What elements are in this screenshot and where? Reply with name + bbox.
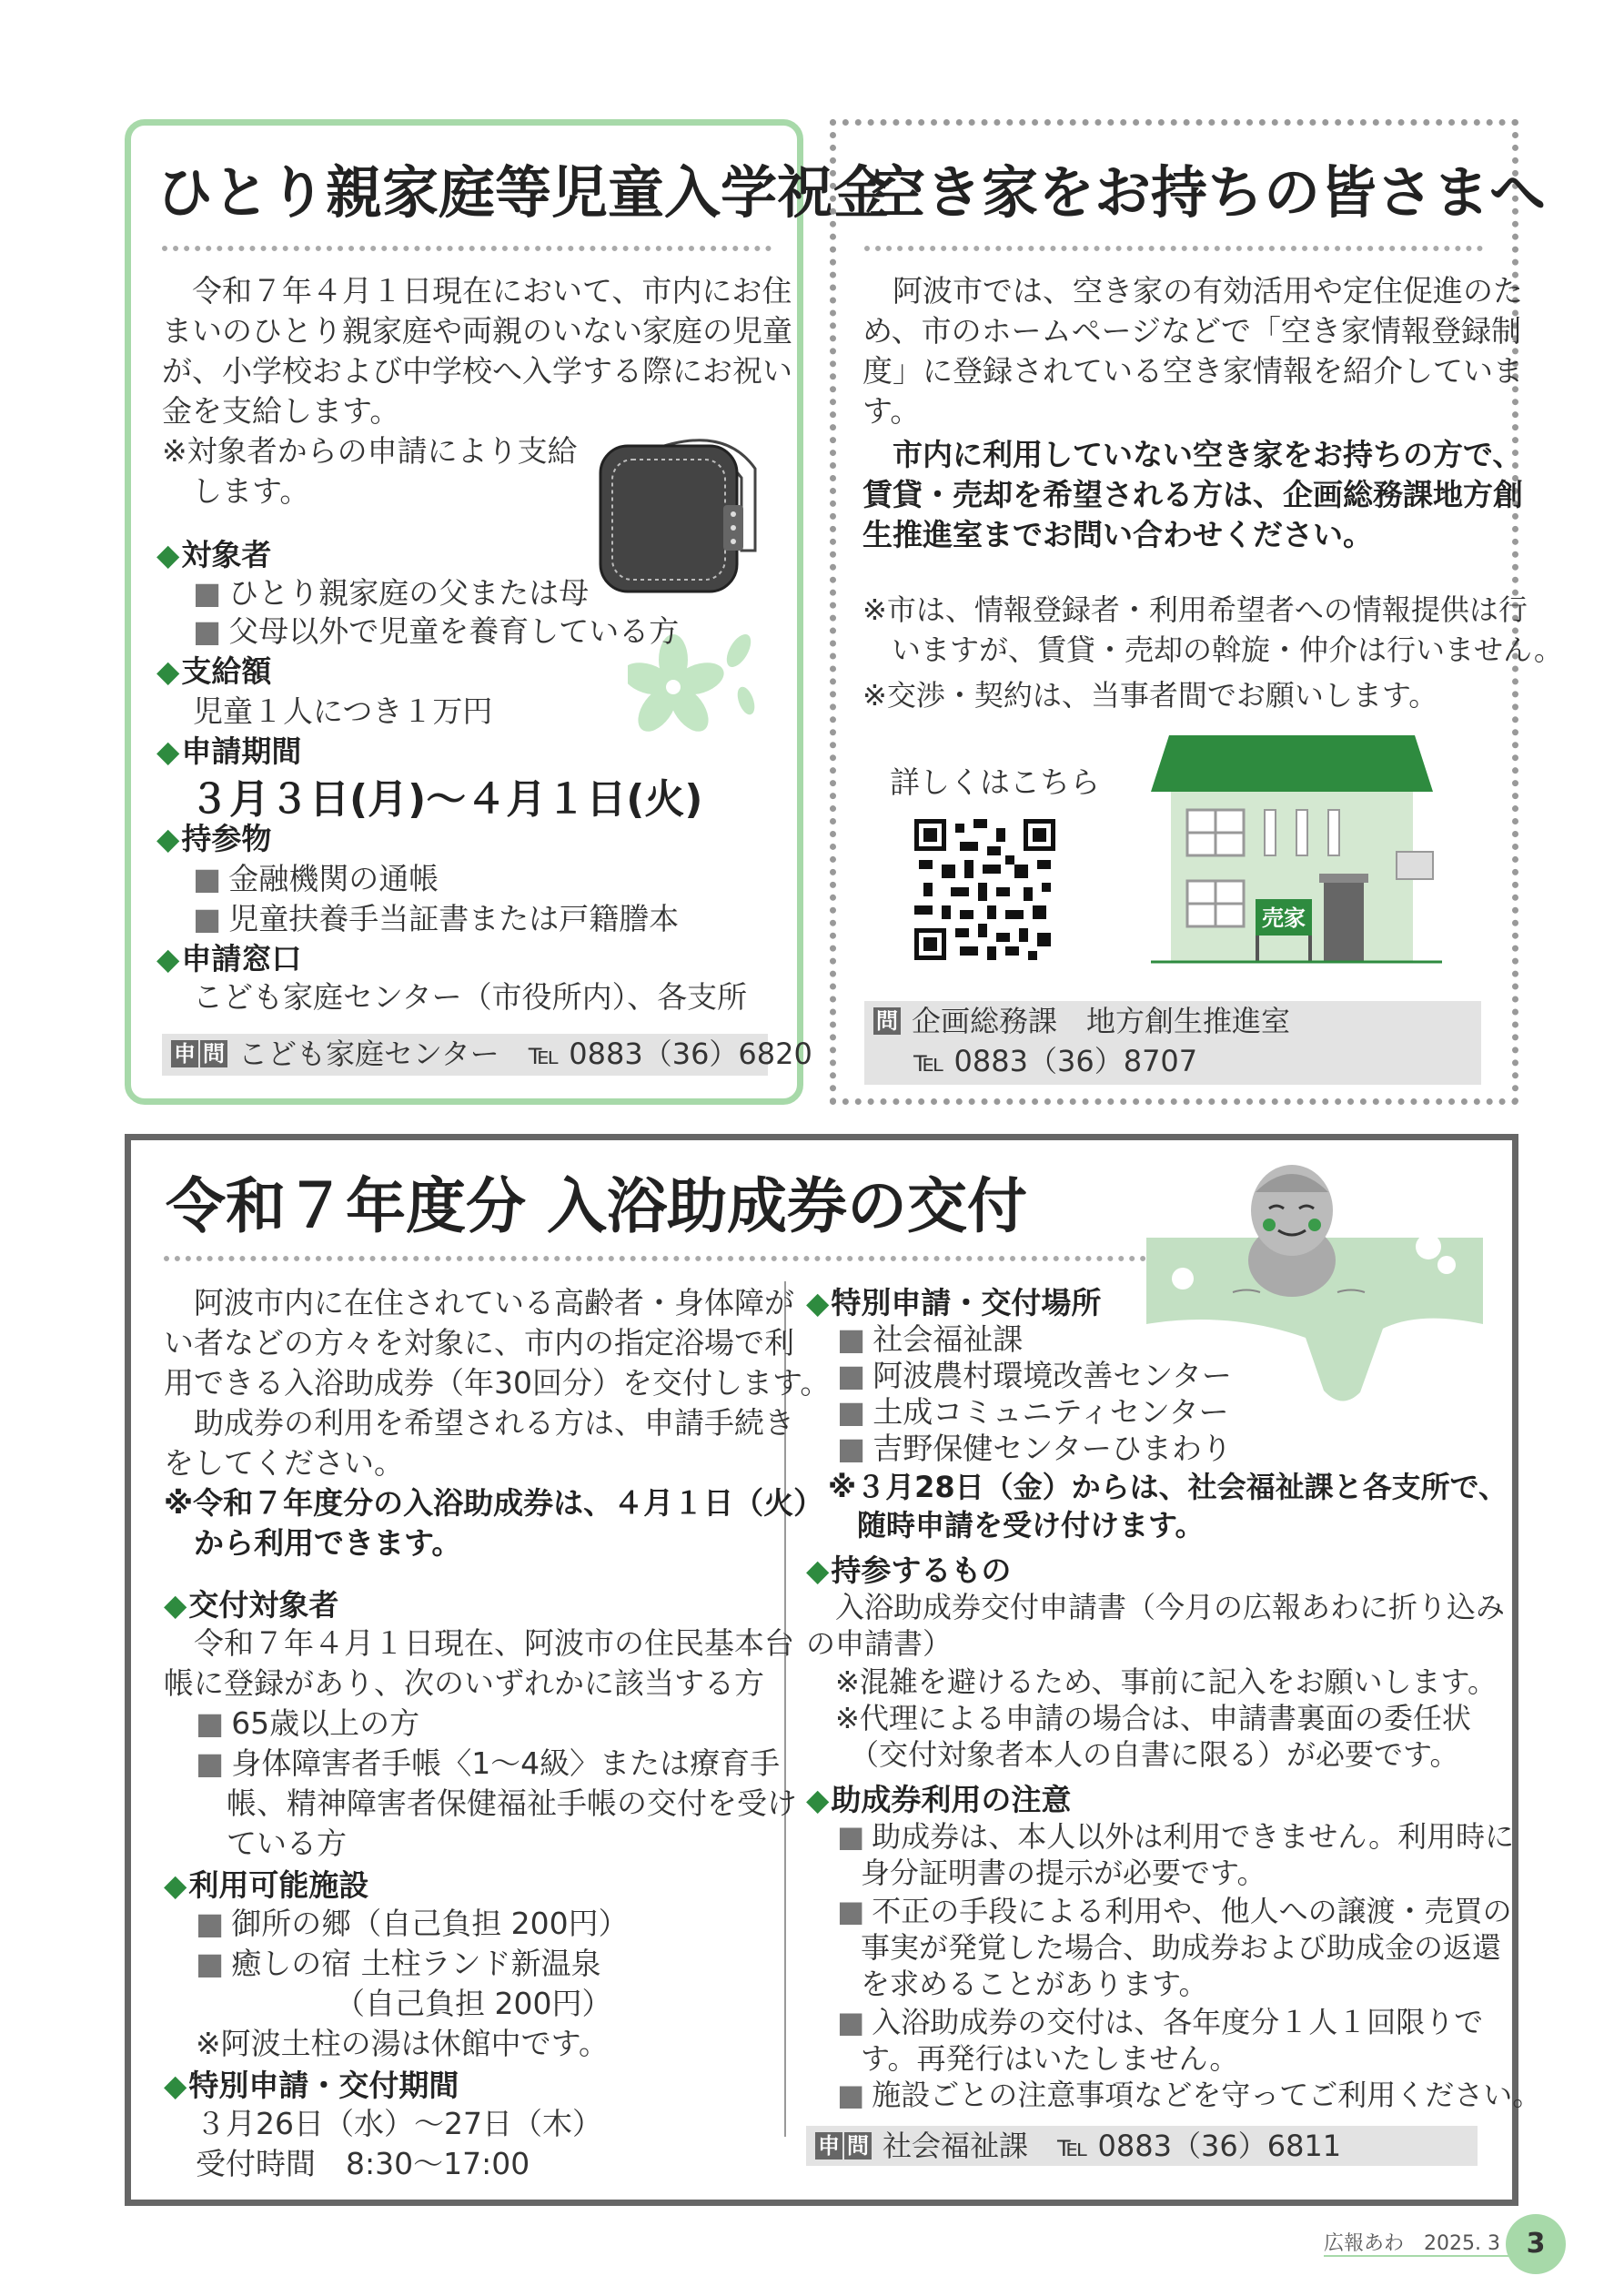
bottom-caution-5: を求めることがあります。 bbox=[861, 1967, 1208, 2001]
bottom-caution-2: 身分証明書の提示が必要です。 bbox=[861, 1856, 1266, 1890]
bottom-bring-5: （交付対象者本人の自書に限る）が必要です。 bbox=[806, 1737, 1459, 1772]
school-backpack-icon bbox=[587, 414, 769, 596]
left-amount: 児童１人につき１万円 bbox=[193, 693, 493, 729]
right-title: 空き家をお持ちの皆さまへ bbox=[869, 159, 1547, 226]
left-item-2: ■ 児童扶養手当証書または戸籍謄本 bbox=[193, 901, 680, 936]
bottom-heading-facility: ◆利用可能施設 bbox=[164, 1867, 369, 1903]
right-intro-4: す。 bbox=[862, 393, 921, 429]
left-title: ひとり親家庭等児童入学祝金 bbox=[156, 159, 891, 226]
bottom-place-4: ■ 吉野保健センターひまわり bbox=[837, 1431, 1232, 1466]
bottom-bring-2: の申請書） bbox=[806, 1626, 953, 1661]
bottom-contact-bar bbox=[806, 2126, 1478, 2166]
left-window: こども家庭センター（市役所内）、各支所 bbox=[193, 979, 748, 1015]
right-intro-2: め、市のホームページなどで「空き家情報登録制 bbox=[862, 313, 1522, 349]
qr-label: 詳しくはこちら bbox=[890, 764, 1100, 800]
sale-sign-text: 売家 bbox=[1262, 905, 1306, 931]
left-contact-bar bbox=[162, 1034, 812, 1076]
bottom-bold-note-1: ※令和７年度分の入浴助成券は、４月１日（火） bbox=[164, 1485, 824, 1521]
bottom-caution-6: ■ 入浴助成券の交付は、各年度分１人１回限りで bbox=[837, 2005, 1484, 2039]
bottom-facility-1: ■ 御所の郷（自己負担 200円） bbox=[196, 1906, 629, 1941]
left-target-1: ■ ひとり親家庭の父または母 bbox=[193, 575, 590, 611]
bottom-place-3: ■ 土成コミュニティセンター bbox=[837, 1394, 1229, 1430]
bottom-special-period-2: 受付時間 8:30～17:00 bbox=[196, 2146, 530, 2181]
page-number-badge bbox=[1506, 2214, 1566, 2274]
inquiry-tag: 問 bbox=[873, 1007, 901, 1035]
left-intro-3: が、小学校および中学校へ入学する際にお祝い bbox=[162, 353, 792, 389]
bottom-intro-3: 用できる入浴助成券（年30回分）を交付します。 bbox=[164, 1365, 831, 1401]
bottom-caution-1: ■ 助成券は、本人以外は利用できません。利用時に bbox=[837, 1819, 1515, 1854]
bottom-bring-3: ※混雑を避けるため、事前に記入をお願いします。 bbox=[806, 1664, 1497, 1699]
left-note-1: ※対象者からの申請により支給 bbox=[162, 433, 578, 469]
page-number: 3 bbox=[1526, 2228, 1546, 2260]
qr-code-icon[interactable] bbox=[914, 819, 1055, 960]
right-contact-1: 企画総務課 地方創生推進室 bbox=[912, 1004, 1291, 1038]
right-bold-1: 市内に利用していない空き家をお持ちの方で、 bbox=[862, 437, 1523, 472]
bottom-place-1: ■ 社会福祉課 bbox=[837, 1321, 1024, 1357]
left-intro-1: 令和７年４月１日現在において、市内にお住 bbox=[162, 273, 792, 308]
bottom-target-item-2: ■ 身体障害者手帳〈1～4級〉または療育手 bbox=[196, 1745, 781, 1781]
right-note-1: ※市は、情報登録者・利用希望者への情報提供は行 bbox=[862, 592, 1528, 627]
inquiry-tag: 問 bbox=[200, 1040, 227, 1067]
right-bold-2: 賃貸・売却を希望される方は、企画総務課地方創 bbox=[862, 477, 1523, 512]
bottom-contact: 社会福祉課 ℡ 0883（36）6811 bbox=[883, 2129, 1342, 2163]
right-intro-3: 度」に登録されている空き家情報を紹介していま bbox=[862, 353, 1523, 389]
bottom-heading-caution: ◆助成券利用の注意 bbox=[806, 1782, 1072, 1817]
bottom-target-item-3: 帳、精神障害者保健福祉手帳の交付を受け bbox=[227, 1785, 797, 1821]
footer-publication: 広報あわ 2025. 3 bbox=[1324, 2232, 1500, 2255]
bottom-intro-5: をしてください。 bbox=[164, 1445, 404, 1481]
right-divider bbox=[864, 246, 1483, 251]
left-heading-period: ◆申請期間 bbox=[156, 733, 302, 769]
bottom-place-note-1: ※３月28日（金）からは、社会福祉課と各支所で、 bbox=[828, 1470, 1508, 1504]
bottom-title: 令和７年度分 入浴助成券の交付 bbox=[166, 1171, 1027, 1241]
inquiry-tag: 問 bbox=[844, 2132, 872, 2159]
bottom-place-note-2: 随時申請を受け付けます。 bbox=[828, 1508, 1205, 1542]
bottom-bring-1: 入浴助成券交付申請書（今月の広報あわに折り込み bbox=[806, 1590, 1506, 1624]
bottom-heading-special-period: ◆特別申請・交付期間 bbox=[164, 2068, 459, 2103]
apply-tag: 申 bbox=[171, 1040, 198, 1067]
left-heading-amount: ◆支給額 bbox=[156, 653, 272, 689]
bottom-intro-2: い者などの方々を対象に、市内の指定浴場で利 bbox=[164, 1325, 794, 1360]
bottom-facility-2: ■ 癒しの宿 土柱ランド新温泉 bbox=[196, 1946, 601, 1981]
bottom-target-item-4: ている方 bbox=[227, 1826, 347, 1861]
house-for-sale-icon bbox=[1151, 735, 1442, 965]
bottom-caution-3: ■ 不正の手段による利用や、他人への譲渡・売買の bbox=[837, 1894, 1512, 1928]
bottom-target-text-1: 令和７年４月１日現在、阿波市の住民基本台 bbox=[164, 1625, 794, 1661]
left-heading-target: ◆対象者 bbox=[156, 537, 272, 572]
left-item-1: ■ 金融機関の通帳 bbox=[193, 861, 439, 896]
right-bold-3: 生推進室までお問い合わせください。 bbox=[862, 517, 1373, 552]
bottom-bring-4: ※代理による申請の場合は、申請書裏面の委任状 bbox=[806, 1701, 1471, 1735]
bottom-target-text-2: 帳に登録があり、次のいずれかに該当する方 bbox=[164, 1665, 764, 1701]
footer-rule bbox=[1324, 2255, 1515, 2257]
left-period: ３月３日(月)～４月１日(火) bbox=[189, 776, 703, 823]
bottom-facility-3: （自己負担 200円） bbox=[335, 1986, 612, 2021]
bottom-intro-4: 助成券の利用を希望される方は、申請手続き bbox=[164, 1405, 794, 1441]
bottom-target-item-1: ■ 65歳以上の方 bbox=[196, 1705, 420, 1741]
left-note-2: します。 bbox=[162, 473, 310, 509]
bottom-caution-7: す。再発行はいたしません。 bbox=[861, 2041, 1239, 2076]
left-heading-items: ◆持参物 bbox=[156, 821, 272, 856]
left-intro-4: 金を支給します。 bbox=[162, 393, 400, 429]
bottom-facility-note: ※阿波土柱の湯は休館中です。 bbox=[196, 2026, 610, 2061]
right-note-3: ※交渉・契約は、当事者間でお願いします。 bbox=[862, 678, 1438, 713]
bottom-heading-target: ◆交付対象者 bbox=[164, 1587, 339, 1623]
bottom-heading-special-place: ◆特別申請・交付場所 bbox=[806, 1285, 1102, 1320]
bottom-heading-bring: ◆持参するもの bbox=[806, 1553, 1012, 1588]
bottom-bold-note-2: から利用できます。 bbox=[164, 1525, 462, 1561]
left-target-2: ■ 父母以外で児童を養育している方 bbox=[193, 613, 680, 649]
right-note-2: いますが、賃貸・売却の斡旋・仲介は行いません。 bbox=[862, 632, 1563, 667]
left-intro-2: まいのひとり親家庭や両親のいない家庭の児童 bbox=[162, 313, 792, 349]
left-contact: こども家庭センター ℡ 0883（36）6820 bbox=[238, 1037, 812, 1071]
right-contact-bar bbox=[864, 1001, 1481, 1085]
bottom-place-2: ■ 阿波農村環境改善センター bbox=[837, 1358, 1232, 1393]
right-intro-1: 阿波市では、空き家の有効活用や定住促進のた bbox=[862, 273, 1523, 308]
bottom-caution-4: 事実が発覚した場合、助成券および助成金の返還 bbox=[861, 1930, 1502, 1965]
bottom-divider bbox=[164, 1256, 1146, 1261]
bottom-special-period-1: ３月26日（水）～27日（木） bbox=[196, 2106, 602, 2141]
bottom-caution-8: ■ 施設ごとの注意事項などを守ってご利用ください。 bbox=[837, 2078, 1542, 2112]
bottom-intro-1: 阿波市内に在住されている高齢者・身体障が bbox=[164, 1285, 794, 1320]
left-heading-window: ◆申請窓口 bbox=[156, 941, 302, 976]
apply-tag: 申 bbox=[815, 2132, 842, 2159]
left-divider bbox=[162, 246, 772, 251]
right-contact-2: ℡ 0883（36）8707 bbox=[913, 1044, 1198, 1078]
